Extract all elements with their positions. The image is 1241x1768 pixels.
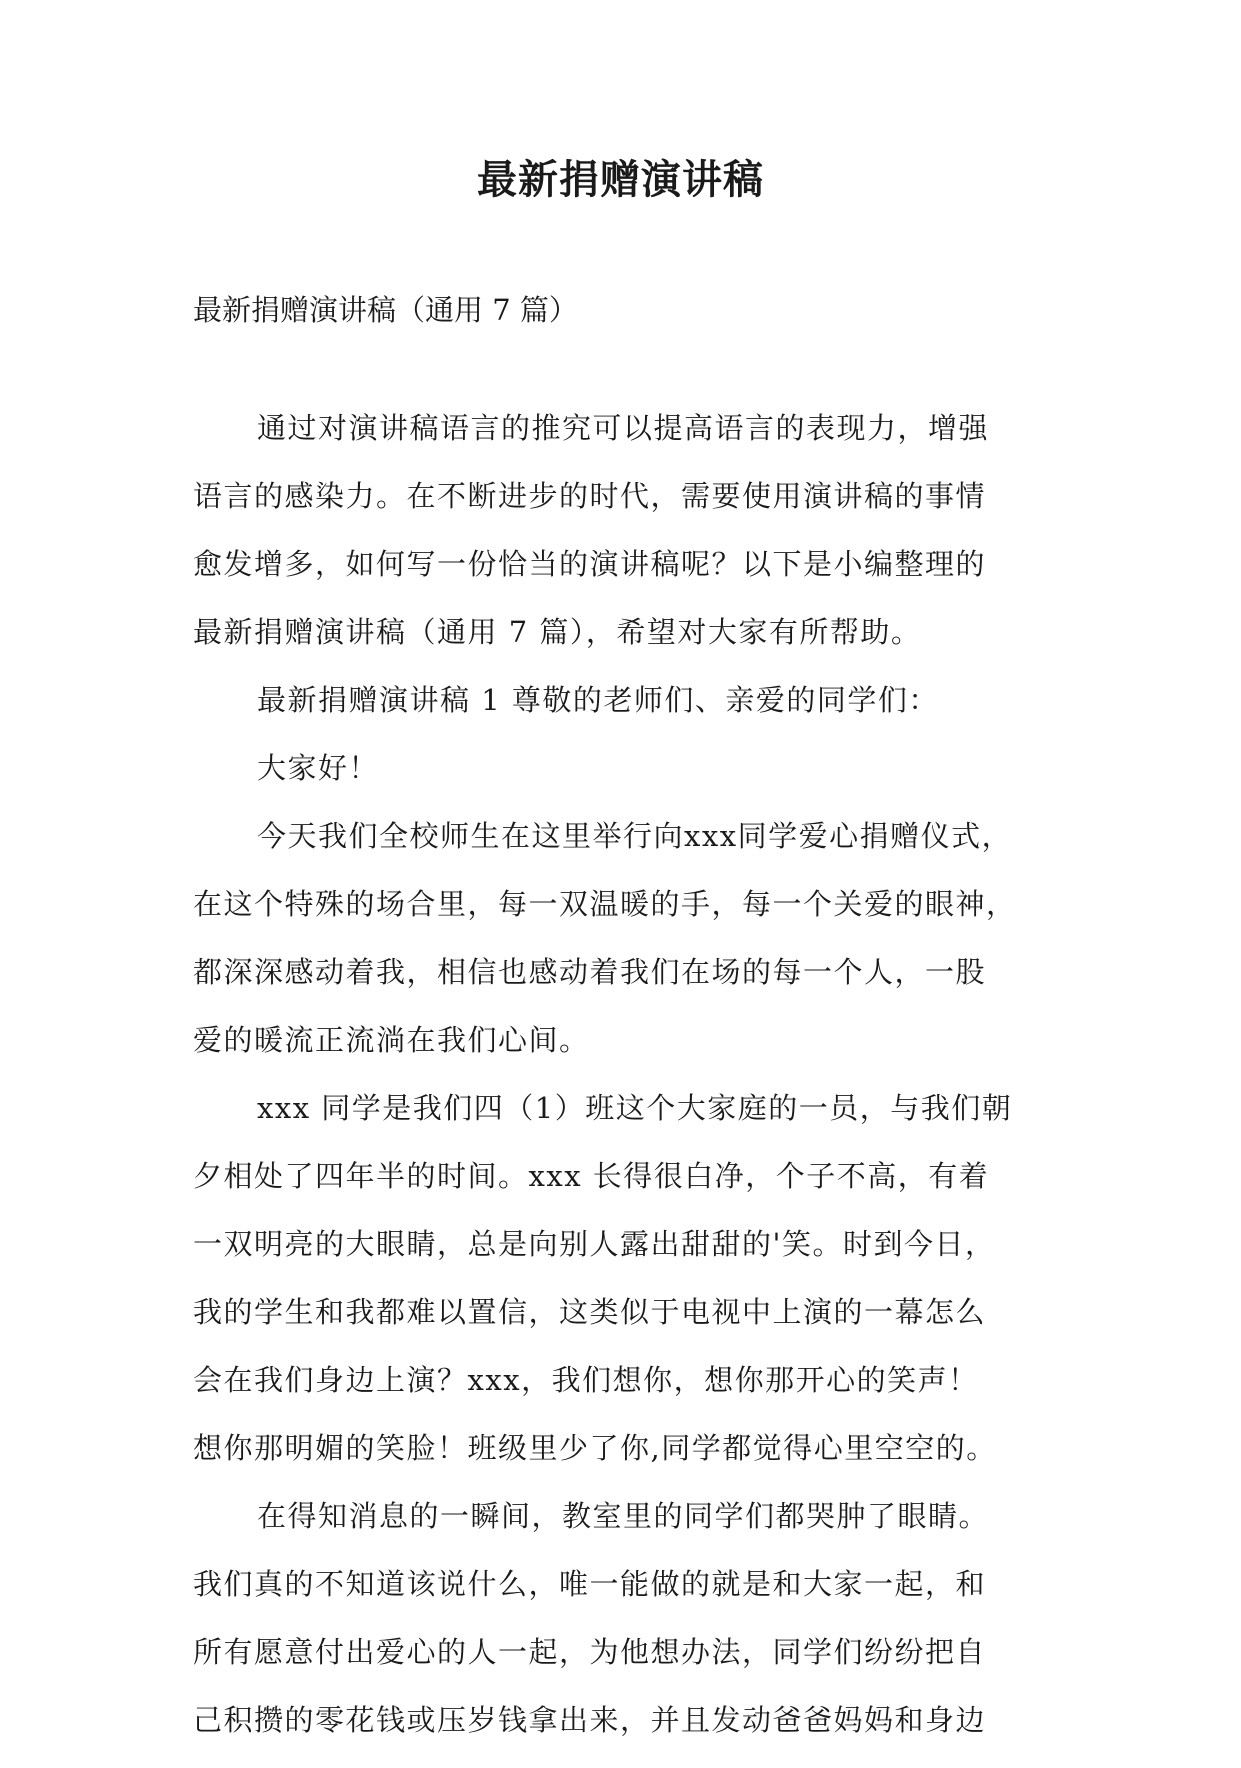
body-line: 都深深感动着我，相信也感动着我们在场的每一个人，一股 [193,955,987,989]
body-line: 在得知消息的一瞬间，教室里的同学们都哭肿了眼睛。 [257,1499,990,1533]
document-title: 最新捐赠演讲稿 [477,157,764,203]
body-line: 通过对演讲稿语言的推究可以提高语言的表现力，增强 [257,411,990,445]
body-line: 在这个特殊的场合里，每一双温暖的手，每一个关爱的眼神， [193,887,1017,921]
body-line: 我们真的不知道该说什么，唯一能做的就是和大家一起，和 [193,1567,987,1601]
body-line: 爱的暖流正流淌在我们心间。 [193,1023,590,1057]
body-line: 语言的感染力。在不断进步的时代，需要使用演讲稿的事情 [193,479,987,513]
document-body [193,408,1073,1768]
body-line: 最新捐赠演讲稿（通用 7 篇），希望对大家有所帮助。 [193,615,922,649]
body-line: 愈发增多，如何写一份恰当的演讲稿呢？以下是小编整理的 [193,547,987,581]
body-line: 今天我们全校师生在这里举行向xxx同学爱心捐赠仪式， [257,819,1013,853]
body-line: 己积攒的零花钱或压岁钱拿出来，并且发动爸爸妈妈和身边 [193,1703,987,1737]
body-line: xxx 同学是我们四（1）班这个大家庭的一员，与我们朝 [257,1091,1013,1125]
body-line: 所有愿意付出爱心的人一起，为他想办法，同学们纷纷把自 [193,1635,987,1669]
body-line: 最新捐赠演讲稿 1 尊敬的老师们、亲爱的同学们： [257,683,939,717]
body-line: 大家好！ [257,751,380,785]
body-line: 夕相处了四年半的时间。xxx 长得很白净，个子不高，有着 [193,1159,990,1193]
body-line: 会在我们身边上演？xxx，我们想你，想你那开心的笑声！ [193,1363,979,1397]
body-line: 一双明亮的大眼睛，总是向别人露出甜甜的'笑。时到今日， [193,1227,996,1261]
body-line: 我的学生和我都难以置信，这类似于电视中上演的一幕怎么 [193,1295,987,1329]
document-subtitle: 最新捐赠演讲稿（通用 7 篇） [193,293,578,327]
body-line: 想你那明媚的笑脸！班级里少了你,同学都觉得心里空空的。 [193,1431,997,1465]
